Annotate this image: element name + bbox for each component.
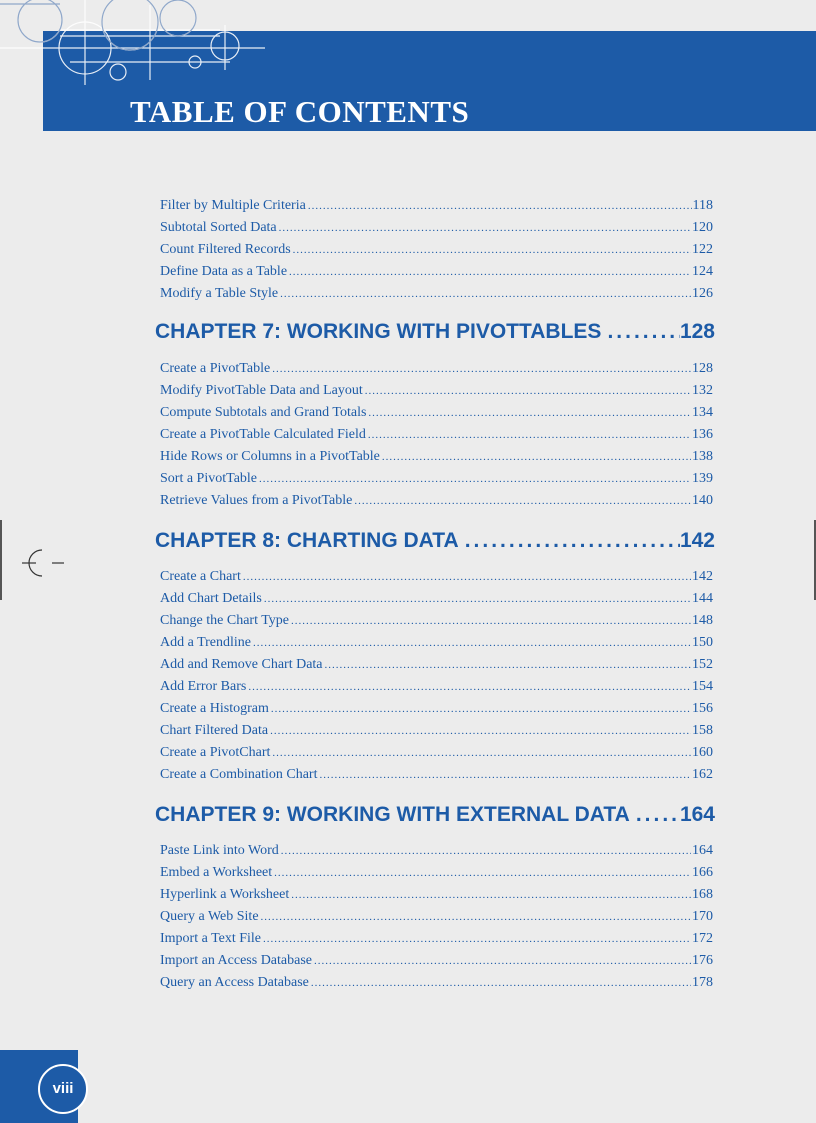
chapter-heading-8[interactable]: CHAPTER 8: CHARTING DATA ..... 142 xyxy=(155,527,715,555)
toc-section-chapter-8 xyxy=(160,566,713,786)
toc-entry[interactable]: Create a Histogram ..... 156 xyxy=(160,698,713,720)
toc-entry[interactable]: Add Error Bars ..... 154 xyxy=(160,676,713,698)
toc-entry[interactable]: Subtotal Sorted Data ..... 120 xyxy=(160,217,713,239)
toc-entry[interactable]: Create a Chart ..... 142 xyxy=(160,566,713,588)
toc-entry[interactable]: Hyperlink a Worksheet ..... 168 xyxy=(160,884,713,906)
toc-entry[interactable]: Sort a PivotTable ..... 139 xyxy=(160,468,713,490)
toc-entry[interactable]: Query an Access Database ..... 178 xyxy=(160,972,713,994)
toc-section-chapter-7 xyxy=(160,358,713,512)
page-title: TABLE OF CONTENTS xyxy=(130,94,470,129)
toc-entry[interactable]: Create a PivotTable Calculated Field ..... 136 xyxy=(160,424,713,446)
toc-entry[interactable]: Change the Chart Type ..... 148 xyxy=(160,610,713,632)
toc-entry[interactable]: Embed a Worksheet ..... 166 xyxy=(160,862,713,884)
toc-entry[interactable]: Retrieve Values from a PivotTable ..... 140 xyxy=(160,490,713,512)
toc-entry[interactable]: Hide Rows or Columns in a PivotTable ..... 138 xyxy=(160,446,713,468)
toc-entry[interactable]: Define Data as a Table ..... 124 xyxy=(160,261,713,283)
toc-entry[interactable]: Create a PivotTable ..... 128 xyxy=(160,358,713,380)
toc-entry[interactable]: Add and Remove Chart Data ..... 152 xyxy=(160,654,713,676)
left-edge-mark xyxy=(0,520,2,600)
toc-entry[interactable]: Query a Web Site ..... 170 xyxy=(160,906,713,928)
chapter-heading-7[interactable]: CHAPTER 7: WORKING WITH PIVOTTABLES ..... 128 xyxy=(155,318,715,346)
chapter-heading-9[interactable]: CHAPTER 9: WORKING WITH EXTERNAL DATA ..... 164 xyxy=(155,801,715,829)
registration-mark-icon xyxy=(22,548,66,578)
toc-entry[interactable]: Compute Subtotals and Grand Totals ..... 134 xyxy=(160,402,713,424)
toc-entry[interactable]: Chart Filtered Data ..... 158 xyxy=(160,720,713,742)
toc-section-top xyxy=(160,195,713,305)
toc-entry[interactable]: Filter by Multiple Criteria ..... 118 xyxy=(160,195,713,217)
toc-entry[interactable]: Import a Text File ..... 172 xyxy=(160,928,713,950)
toc-entry[interactable]: Paste Link into Word ..... 164 xyxy=(160,840,713,862)
toc-entry[interactable]: Add Chart Details ..... 144 xyxy=(160,588,713,610)
toc-section-chapter-9 xyxy=(160,840,713,994)
blueprint-circles-decoration xyxy=(0,0,300,100)
toc-entry[interactable]: Modify a Table Style ..... 126 xyxy=(160,283,713,305)
toc-entry[interactable]: Import an Access Database ..... 176 xyxy=(160,950,713,972)
toc-entry[interactable]: Modify PivotTable Data and Layout ..... 132 xyxy=(160,380,713,402)
page-number-badge: viii xyxy=(38,1064,88,1114)
toc-entry[interactable]: Create a Combination Chart ..... 162 xyxy=(160,764,713,786)
toc-entry[interactable]: Add a Trendline ..... 150 xyxy=(160,632,713,654)
toc-entry[interactable]: Create a PivotChart ..... 160 xyxy=(160,742,713,764)
toc-entry[interactable]: Count Filtered Records ..... 122 xyxy=(160,239,713,261)
